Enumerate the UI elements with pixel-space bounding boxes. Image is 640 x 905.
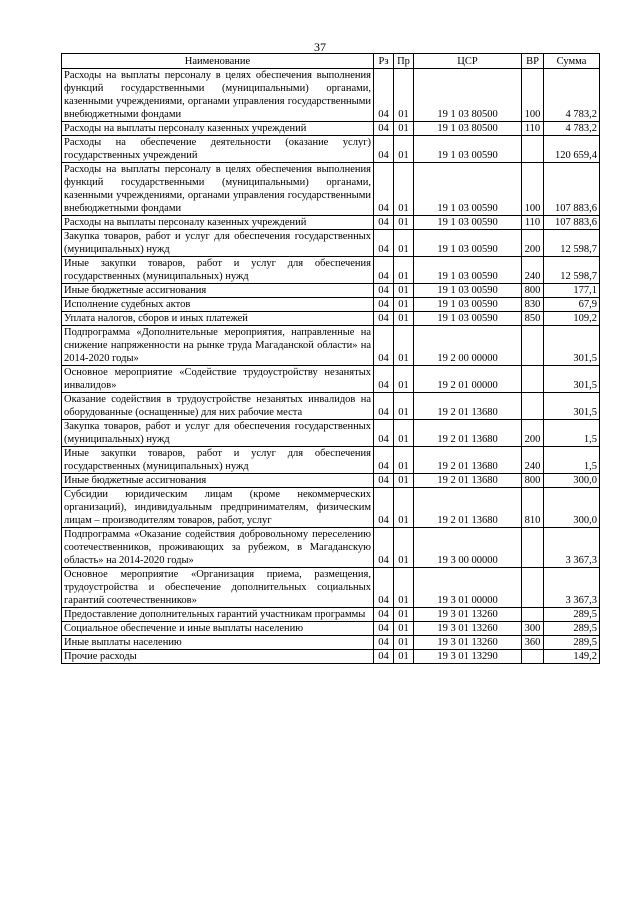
header-vr: ВР bbox=[522, 54, 544, 69]
cell-sum: 3 367,3 bbox=[544, 528, 600, 568]
cell-sum: 12 598,7 bbox=[544, 257, 600, 284]
cell-rz: 04 bbox=[374, 608, 394, 622]
cell-csr: 19 3 01 13260 bbox=[414, 608, 522, 622]
cell-sum: 301,5 bbox=[544, 393, 600, 420]
cell-vr bbox=[522, 608, 544, 622]
table-header bbox=[62, 54, 600, 69]
cell-name: Уплата налогов, сборов и иных платежей bbox=[62, 312, 374, 326]
cell-pr: 01 bbox=[394, 420, 414, 447]
cell-name: Основное мероприятие «Содействие трудоустройству незанятых инвалидов» bbox=[62, 366, 374, 393]
cell-rz: 04 bbox=[374, 474, 394, 488]
cell-pr: 01 bbox=[394, 122, 414, 136]
cell-csr: 19 1 03 80500 bbox=[414, 69, 522, 122]
cell-name: Иные закупки товаров, работ и услуг для обеспечения государственных (муниципальных) нужд bbox=[62, 257, 374, 284]
cell-rz: 04 bbox=[374, 230, 394, 257]
cell-name: Предоставление дополнительных гарантий участникам программы bbox=[62, 608, 374, 622]
cell-sum: 301,5 bbox=[544, 366, 600, 393]
cell-pr: 01 bbox=[394, 568, 414, 608]
cell-csr: 19 1 03 00590 bbox=[414, 284, 522, 298]
cell-csr: 19 2 01 13680 bbox=[414, 488, 522, 528]
table-row bbox=[62, 216, 600, 230]
table-row bbox=[62, 122, 600, 136]
cell-vr bbox=[522, 568, 544, 608]
cell-pr: 01 bbox=[394, 136, 414, 163]
cell-sum: 300,0 bbox=[544, 474, 600, 488]
cell-csr: 19 1 03 80500 bbox=[414, 122, 522, 136]
cell-pr: 01 bbox=[394, 650, 414, 664]
cell-sum: 289,5 bbox=[544, 622, 600, 636]
header-row bbox=[62, 54, 600, 69]
cell-rz: 04 bbox=[374, 568, 394, 608]
table-row bbox=[62, 284, 600, 298]
cell-sum: 1,5 bbox=[544, 447, 600, 474]
cell-vr: 110 bbox=[522, 216, 544, 230]
cell-rz: 04 bbox=[374, 420, 394, 447]
cell-vr bbox=[522, 528, 544, 568]
table-row bbox=[62, 136, 600, 163]
cell-sum: 107 883,6 bbox=[544, 216, 600, 230]
cell-rz: 04 bbox=[374, 312, 394, 326]
cell-rz: 04 bbox=[374, 298, 394, 312]
cell-name: Расходы на выплаты персоналу казенных учреждений bbox=[62, 122, 374, 136]
cell-name: Расходы на обеспечение деятельности (оказание услуг) государственных учреждений bbox=[62, 136, 374, 163]
cell-name: Закупка товаров, работ и услуг для обеспечения государственных (муниципальных) нужд bbox=[62, 230, 374, 257]
cell-rz: 04 bbox=[374, 122, 394, 136]
cell-sum: 300,0 bbox=[544, 488, 600, 528]
cell-name: Социальное обеспечение и иные выплаты населению bbox=[62, 622, 374, 636]
cell-rz: 04 bbox=[374, 622, 394, 636]
cell-sum: 177,1 bbox=[544, 284, 600, 298]
cell-csr: 19 2 00 00000 bbox=[414, 326, 522, 366]
cell-pr: 01 bbox=[394, 488, 414, 528]
table-row bbox=[62, 69, 600, 122]
cell-vr: 810 bbox=[522, 488, 544, 528]
cell-csr: 19 3 01 00000 bbox=[414, 568, 522, 608]
cell-pr: 01 bbox=[394, 216, 414, 230]
cell-name: Иные закупки товаров, работ и услуг для обеспечения государственных (муниципальных) нужд bbox=[62, 447, 374, 474]
cell-sum: 107 883,6 bbox=[544, 163, 600, 216]
cell-pr: 01 bbox=[394, 393, 414, 420]
cell-name: Иные выплаты населению bbox=[62, 636, 374, 650]
cell-rz: 04 bbox=[374, 447, 394, 474]
cell-name: Подпрограмма «Дополнительные мероприятия, направленные на снижение напряженности на рынке труда Магаданской области» на 2014-2020 годы» bbox=[62, 326, 374, 366]
cell-pr: 01 bbox=[394, 230, 414, 257]
header-name: Наименование bbox=[62, 54, 374, 69]
cell-csr: 19 1 03 00590 bbox=[414, 257, 522, 284]
cell-name: Иные бюджетные ассигнования bbox=[62, 284, 374, 298]
table-row bbox=[62, 312, 600, 326]
header-sum: Сумма bbox=[544, 54, 600, 69]
cell-sum: 4 783,2 bbox=[544, 122, 600, 136]
header-csr: ЦСР bbox=[414, 54, 522, 69]
cell-sum: 301,5 bbox=[544, 326, 600, 366]
cell-name: Субсидии юридическим лицам (кроме некоммерческих организаций), индивидуальным предпринимателям, физическим лицам – производителям товаров, работ, услуг bbox=[62, 488, 374, 528]
cell-rz: 04 bbox=[374, 136, 394, 163]
cell-vr: 300 bbox=[522, 622, 544, 636]
cell-name: Иные бюджетные ассигнования bbox=[62, 474, 374, 488]
table-row bbox=[62, 326, 600, 366]
cell-sum: 1,5 bbox=[544, 420, 600, 447]
cell-sum: 3 367,3 bbox=[544, 568, 600, 608]
cell-pr: 01 bbox=[394, 326, 414, 366]
cell-csr: 19 1 03 00590 bbox=[414, 230, 522, 257]
table-row bbox=[62, 447, 600, 474]
cell-vr: 850 bbox=[522, 312, 544, 326]
table-row bbox=[62, 230, 600, 257]
cell-vr bbox=[522, 366, 544, 393]
cell-vr: 360 bbox=[522, 636, 544, 650]
cell-vr: 200 bbox=[522, 420, 544, 447]
cell-rz: 04 bbox=[374, 284, 394, 298]
cell-vr: 100 bbox=[522, 69, 544, 122]
cell-pr: 01 bbox=[394, 298, 414, 312]
cell-csr: 19 1 03 00590 bbox=[414, 216, 522, 230]
page-number: 37 bbox=[314, 40, 326, 54]
cell-sum: 4 783,2 bbox=[544, 69, 600, 122]
cell-vr bbox=[522, 136, 544, 163]
cell-vr: 200 bbox=[522, 230, 544, 257]
cell-rz: 04 bbox=[374, 528, 394, 568]
cell-name: Закупка товаров, работ и услуг для обеспечения государственных (муниципальных) нужд bbox=[62, 420, 374, 447]
cell-rz: 04 bbox=[374, 650, 394, 664]
cell-vr: 800 bbox=[522, 474, 544, 488]
cell-pr: 01 bbox=[394, 163, 414, 216]
cell-csr: 19 1 03 00590 bbox=[414, 136, 522, 163]
cell-rz: 04 bbox=[374, 163, 394, 216]
table-row bbox=[62, 298, 600, 312]
table-row bbox=[62, 622, 600, 636]
header-rz: Рз bbox=[374, 54, 394, 69]
table-row bbox=[62, 568, 600, 608]
cell-csr: 19 2 01 13680 bbox=[414, 474, 522, 488]
cell-csr: 19 3 00 00000 bbox=[414, 528, 522, 568]
cell-pr: 01 bbox=[394, 284, 414, 298]
cell-rz: 04 bbox=[374, 393, 394, 420]
cell-sum: 149,2 bbox=[544, 650, 600, 664]
cell-name: Расходы на выплаты персоналу казенных учреждений bbox=[62, 216, 374, 230]
cell-pr: 01 bbox=[394, 636, 414, 650]
cell-rz: 04 bbox=[374, 326, 394, 366]
table-row bbox=[62, 528, 600, 568]
table-row bbox=[62, 636, 600, 650]
table-row bbox=[62, 163, 600, 216]
cell-name: Расходы на выплаты персоналу в целях обеспечения выполнения функций государственными (муниципальными) органами, казенными учреждениями, органами управления государственными внебюджетными фондами bbox=[62, 69, 374, 122]
table-row bbox=[62, 650, 600, 664]
cell-csr: 19 3 01 13260 bbox=[414, 622, 522, 636]
cell-csr: 19 2 01 00000 bbox=[414, 366, 522, 393]
cell-pr: 01 bbox=[394, 528, 414, 568]
cell-vr: 100 bbox=[522, 163, 544, 216]
cell-vr: 240 bbox=[522, 257, 544, 284]
cell-rz: 04 bbox=[374, 366, 394, 393]
cell-vr: 240 bbox=[522, 447, 544, 474]
table-row bbox=[62, 366, 600, 393]
cell-pr: 01 bbox=[394, 366, 414, 393]
cell-pr: 01 bbox=[394, 474, 414, 488]
cell-pr: 01 bbox=[394, 312, 414, 326]
cell-rz: 04 bbox=[374, 488, 394, 528]
table-row bbox=[62, 608, 600, 622]
cell-sum: 67,9 bbox=[544, 298, 600, 312]
cell-csr: 19 2 01 13680 bbox=[414, 393, 522, 420]
cell-rz: 04 bbox=[374, 69, 394, 122]
header-pr: Пр bbox=[394, 54, 414, 69]
cell-vr bbox=[522, 650, 544, 664]
cell-vr: 110 bbox=[522, 122, 544, 136]
table-row bbox=[62, 488, 600, 528]
cell-pr: 01 bbox=[394, 608, 414, 622]
cell-csr: 19 3 01 13260 bbox=[414, 636, 522, 650]
cell-name: Исполнение судебных актов bbox=[62, 298, 374, 312]
cell-pr: 01 bbox=[394, 447, 414, 474]
cell-rz: 04 bbox=[374, 636, 394, 650]
cell-csr: 19 1 03 00590 bbox=[414, 312, 522, 326]
cell-vr bbox=[522, 393, 544, 420]
cell-vr: 830 bbox=[522, 298, 544, 312]
cell-csr: 19 2 01 13680 bbox=[414, 447, 522, 474]
table-row bbox=[62, 393, 600, 420]
cell-rz: 04 bbox=[374, 216, 394, 230]
cell-pr: 01 bbox=[394, 257, 414, 284]
table-body bbox=[62, 69, 600, 664]
cell-pr: 01 bbox=[394, 69, 414, 122]
cell-name: Расходы на выплаты персоналу в целях обеспечения выполнения функций государственными (муниципальными) органами, казенными учреждениями, органами управления государственными внебюджетными фондами bbox=[62, 163, 374, 216]
cell-name: Прочие расходы bbox=[62, 650, 374, 664]
cell-vr bbox=[522, 326, 544, 366]
cell-vr: 800 bbox=[522, 284, 544, 298]
cell-sum: 12 598,7 bbox=[544, 230, 600, 257]
table-row bbox=[62, 257, 600, 284]
cell-csr: 19 1 03 00590 bbox=[414, 298, 522, 312]
table-row bbox=[62, 474, 600, 488]
cell-sum: 289,5 bbox=[544, 608, 600, 622]
cell-csr: 19 1 03 00590 bbox=[414, 163, 522, 216]
cell-name: Основное мероприятие «Организация приема, размещения, трудоустройства и обеспечение дополнительных социальных гарантий соотечественников» bbox=[62, 568, 374, 608]
cell-sum: 289,5 bbox=[544, 636, 600, 650]
cell-sum: 120 659,4 bbox=[544, 136, 600, 163]
budget-table bbox=[61, 53, 600, 664]
cell-csr: 19 2 01 13680 bbox=[414, 420, 522, 447]
cell-name: Оказание содействия в трудоустройстве незанятых инвалидов на оборудованные (оснащенные) для них рабочие места bbox=[62, 393, 374, 420]
cell-name: Подпрограмма «Оказание содействия добровольному переселению соотечественников, проживающих за рубежом, в Магаданскую область» на 2014-2020 годы» bbox=[62, 528, 374, 568]
cell-pr: 01 bbox=[394, 622, 414, 636]
cell-rz: 04 bbox=[374, 257, 394, 284]
cell-csr: 19 3 01 13290 bbox=[414, 650, 522, 664]
cell-sum: 109,2 bbox=[544, 312, 600, 326]
table-row bbox=[62, 420, 600, 447]
